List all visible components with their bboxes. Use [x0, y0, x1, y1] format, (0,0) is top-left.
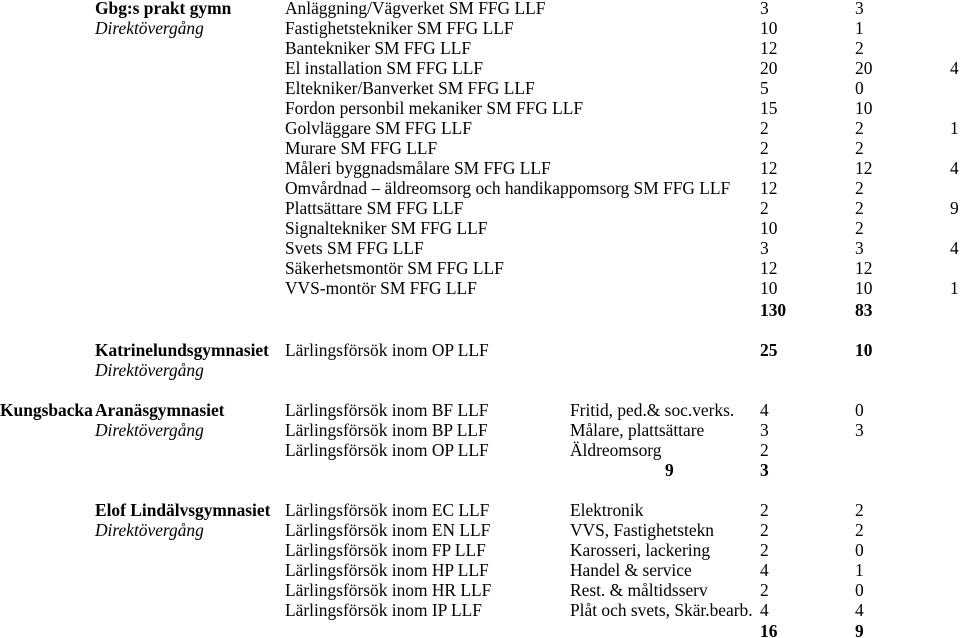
- total-1: 130: [760, 300, 787, 320]
- table-row: [0, 0, 960, 18]
- count-1: 2: [760, 500, 769, 520]
- program-name: Svets SM FFG LLF: [285, 238, 424, 258]
- count-3: 1: [950, 278, 959, 298]
- table-row: [0, 278, 960, 298]
- count-1: 2: [760, 440, 769, 460]
- count-2: 1: [855, 560, 864, 580]
- transfer-note: Direktövergång: [95, 520, 204, 540]
- total-2: 83: [855, 300, 873, 320]
- program-name: Fordon personbil mekaniker SM FFG LLF: [285, 98, 584, 118]
- total-2: 3: [760, 460, 769, 480]
- table-row: [0, 520, 960, 540]
- count-2: 2: [855, 118, 864, 138]
- program-name: El installation SM FFG LLF: [285, 58, 484, 78]
- count-1: 4: [760, 400, 769, 420]
- count-2: 10: [855, 98, 873, 118]
- count-1: 10: [760, 278, 778, 298]
- field-name: Målare, plattsättare: [570, 420, 705, 440]
- totals-row: [0, 300, 960, 320]
- count-3: 1: [950, 118, 959, 138]
- field-name: Rest. & måltidsserv: [570, 580, 708, 600]
- count-2: 10: [855, 278, 873, 298]
- count-3: 4: [950, 58, 959, 78]
- program-name: Lärlingsförsök inom EC LLF: [285, 500, 490, 520]
- count-2: 0: [855, 78, 864, 98]
- transfer-note: Direktövergång: [95, 360, 204, 380]
- field-name: Karosseri, lackering: [570, 540, 711, 560]
- count-2: 3: [855, 0, 864, 18]
- count-2: 0: [855, 540, 864, 560]
- table-row: [0, 118, 960, 138]
- total-1: 9: [665, 460, 674, 480]
- table-row: [0, 580, 960, 600]
- school-name: Aranäsgymnasiet: [95, 400, 225, 420]
- count-1: 10: [760, 218, 778, 238]
- program-name: Bantekniker SM FFG LLF: [285, 38, 471, 58]
- count-1: 4: [760, 600, 769, 620]
- program-name: Måleri byggnadsmålare SM FFG LLF: [285, 158, 551, 178]
- count-2: 2: [855, 178, 864, 198]
- program-name: Lärlingsförsök inom EN LLF: [285, 520, 491, 540]
- count-2: 2: [855, 138, 864, 158]
- table-row: [0, 238, 960, 258]
- count-1: 10: [760, 18, 778, 38]
- table-row: [0, 340, 960, 360]
- table-row: [0, 38, 960, 58]
- count-1: 2: [760, 520, 769, 540]
- count-1: 25: [760, 340, 778, 360]
- field-name: Fritid, ped.& soc.verks.: [570, 400, 735, 420]
- table-row: [0, 420, 960, 440]
- count-1: 3: [760, 420, 769, 440]
- transfer-note: Direktövergång: [95, 420, 204, 440]
- count-2: 2: [855, 218, 864, 238]
- program-name: Säkerhetsmontör SM FFG LLF: [285, 258, 504, 278]
- table-row: [0, 440, 960, 460]
- count-1: 3: [760, 0, 769, 18]
- program-name: Lärlingsförsök inom HP LLF: [285, 560, 489, 580]
- table-row: [0, 138, 960, 158]
- program-name: Golvläggare SM FFG LLF: [285, 118, 472, 138]
- count-1: 12: [760, 38, 778, 58]
- count-1: 2: [760, 198, 769, 218]
- field-name: Handel & service: [570, 560, 692, 580]
- count-1: 2: [760, 138, 769, 158]
- count-2: 2: [855, 198, 864, 218]
- count-2: 1: [855, 18, 864, 38]
- table-row: [0, 58, 960, 78]
- program-name: Lärlingsförsök inom IP LLF: [285, 600, 482, 620]
- table-row: [0, 258, 960, 278]
- count-1: 15: [760, 98, 778, 118]
- program-name: Eltekniker/Banverket SM FFG LLF: [285, 78, 535, 98]
- school-name: Katrinelundsgymnasiet: [95, 340, 269, 360]
- total-1: 16: [760, 621, 778, 638]
- table-row: [0, 560, 960, 580]
- count-2: 2: [855, 520, 864, 540]
- school-name: Elof Lindälvsgymnasiet: [95, 500, 271, 520]
- count-2: 2: [855, 38, 864, 58]
- table-row: [0, 540, 960, 560]
- table-row: [0, 400, 960, 420]
- program-name: Lärlingsförsök inom HR LLF: [285, 580, 492, 600]
- program-name: Fastighetstekniker SM FFG LLF: [285, 18, 514, 38]
- count-2: 0: [855, 400, 864, 420]
- program-name: Murare SM FFG LLF: [285, 138, 438, 158]
- count-2: 4: [855, 600, 864, 620]
- count-3: 4: [950, 158, 959, 178]
- table-row: [0, 158, 960, 178]
- program-name: Plattsättare SM FFG LLF: [285, 198, 464, 218]
- program-name: Lärlingsförsök inom OP LLF: [285, 340, 489, 360]
- table-row: [0, 600, 960, 620]
- program-name: Anläggning/Vägverket SM FFG LLF: [285, 0, 546, 18]
- count-3: 9: [950, 198, 959, 218]
- table-row: [0, 218, 960, 238]
- table-row: [0, 98, 960, 118]
- program-name: Lärlingsförsök inom BP LLF: [285, 420, 488, 440]
- count-2: 12: [855, 258, 873, 278]
- field-name: VVS, Fastighetstekn: [570, 520, 714, 540]
- count-1: 20: [760, 58, 778, 78]
- field-name: Äldreomsorg: [570, 440, 662, 460]
- program-name: Lärlingsförsök inom FP LLF: [285, 540, 486, 560]
- total-2: 9: [855, 621, 864, 638]
- program-name: VVS-montör SM FFG LLF: [285, 278, 477, 298]
- field-name: Plåt och svets, Skär.bearb.: [570, 600, 753, 620]
- count-1: 12: [760, 178, 778, 198]
- count-2: 3: [855, 420, 864, 440]
- count-1: 3: [760, 238, 769, 258]
- totals-row: [0, 621, 960, 638]
- program-name: Omvårdnad – äldreomsorg och handikappomsorg SM FFG LLF: [285, 178, 731, 198]
- count-2: 2: [855, 500, 864, 520]
- table-row: [0, 178, 960, 198]
- totals-row: [0, 460, 960, 480]
- program-name: Signaltekniker SM FFG LLF: [285, 218, 488, 238]
- table-row: [0, 198, 960, 218]
- count-2: 10: [855, 340, 873, 360]
- count-1: 12: [760, 158, 778, 178]
- count-3: 4: [950, 238, 959, 258]
- table-row: [0, 500, 960, 520]
- count-2: 20: [855, 58, 873, 78]
- program-name: Lärlingsförsök inom OP LLF: [285, 440, 489, 460]
- municipality-name: Kungsbacka: [0, 400, 93, 420]
- transfer-note: Direktövergång: [95, 18, 204, 38]
- school-name: Gbg:s prakt gymn: [95, 0, 232, 18]
- count-1: 2: [760, 540, 769, 560]
- count-1: 12: [760, 258, 778, 278]
- count-2: 0: [855, 580, 864, 600]
- table-row: [0, 18, 960, 38]
- count-1: 2: [760, 580, 769, 600]
- table-row: [0, 360, 960, 380]
- field-name: Elektronik: [570, 500, 644, 520]
- program-name: Lärlingsförsök inom BF LLF: [285, 400, 489, 420]
- count-1: 2: [760, 118, 769, 138]
- count-1: 4: [760, 560, 769, 580]
- count-2: 3: [855, 238, 864, 258]
- count-1: 5: [760, 78, 769, 98]
- table-row: [0, 78, 960, 98]
- count-2: 12: [855, 158, 873, 178]
